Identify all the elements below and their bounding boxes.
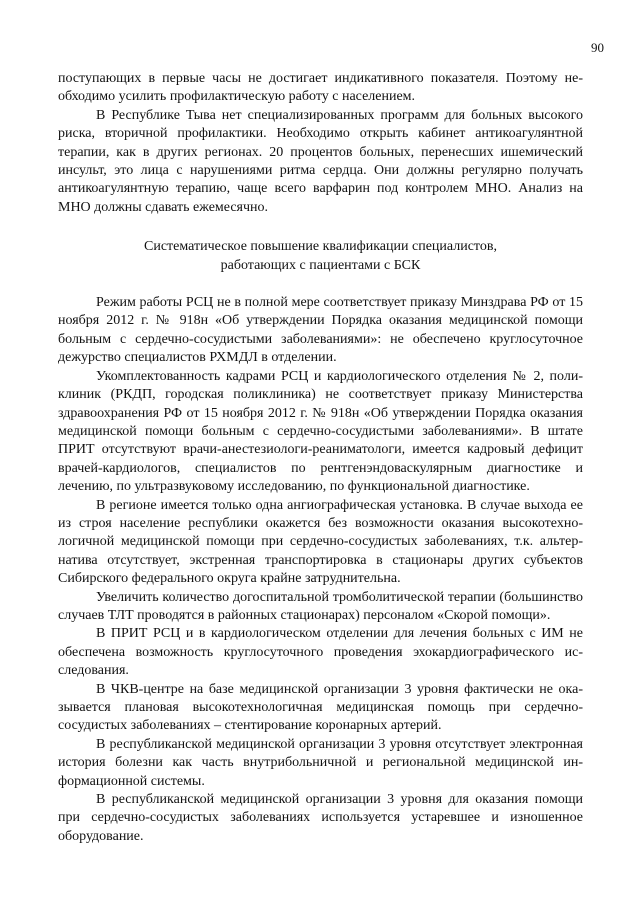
paragraph-pci-center: В ЧКВ-центре на базе медицинской организации 3 уровня фактически не оказывается плановая высокотехнологичная медицинская помощь при сердечно-сосудистых заболеваниях – стентирование коронарных артерий.: [58, 681, 583, 734]
spacer: [58, 217, 583, 238]
paragraph-staffing: Укомплектованность кадрами РСЦ и кардиологического отделения № 2, поликлиник (РКДП, городская поликлиника) не соответствует приказу Министерства здравоохранения РФ от 15 ноября 2012 г. № 918н «Об утверждении Порядка оказания медицинской помощи больным с сердечно-сосудистыми заболеваниями». В штате ПРИТ отсутствуют врачи-анестезиологи-реаниматологи, имеется кадровый дефицит врачей-кардиологов, специалистов по рентгенэндоваскулярным диагностике и лечению, по ультразвуковому исследованию, по функциональной диагностике.: [58, 368, 583, 495]
section-heading-line-1: Систематическое повышение квалификации специалистов,: [144, 239, 497, 255]
paragraph-echocardiography: В ПРИТ РСЦ и в кардиологическом отделении для лечения больных с ИМ не обеспечена возможность круглосуточного проведения эхокардиографического исследования.: [58, 626, 583, 679]
section-heading: [58, 238, 583, 275]
paragraph-ehr: В республиканской медицинской организации 3 уровня отсутствует электронная история болезни как часть внутрибольничной и региональной медицинской информационной системы.: [58, 736, 583, 789]
paragraph-equipment: В республиканской медицинской организации 3 уровня для оказания помощи при сердечно-сосудистых заболеваниях используется устаревшее и изношенное оборудование.: [58, 792, 583, 844]
paragraph-thrombolysis: Увеличить количество догоспитальной тромболитической терапии (большинство случаев ТЛТ проводятся в районных стационарах) персоналом «Скорой помощи».: [58, 589, 583, 623]
paragraph-tyva-programs: В Республике Тыва нет специализированных программ для больных высокого риска, вторичной профилактики. Необходимо открыть кабинет антикоагулянтной терапии, как в других регионах. 20 процентов больных, перенесших ишемический инсульт, это лица с нарушениями ритма сердца. Они должны регулярно получать антикоагулянтную терапию, чаще всего варфарин под контролем МНО. Анализ на МНО должны сдавать ежемесячно.: [58, 107, 583, 215]
page-number: 90: [591, 40, 604, 55]
spacer: [58, 275, 583, 294]
paragraph-continuation: поступающих в первые часы не достигает индикативного показателя. Поэтому необходимо усилить профилактическую работу с населением.: [58, 71, 583, 105]
section-heading-line-2: работающих с пациентами с БСК: [220, 257, 421, 273]
paragraph-rsc-schedule: Режим работы РСЦ не в полной мере соответствует приказу Минздрава РФ от 15 ноября 2012 г. № 918н «Об утверждении Порядка оказания медицинской помощи больным с сердечно-сосудистыми заболеваниями»: не обеспечено круглосуточное дежурство специалистов РХМДЛ в отделении.: [58, 295, 583, 366]
text-body: [58, 70, 583, 846]
paragraph-angiography: В регионе имеется только одна ангиографическая установка. В случае выхода ее из строя население республики окажется без возможности оказания высокотехнологичной медицинской помощи при сердечно-сосудистых заболеваниях, т.к. альтернатива отсутствует, экстренная транспортировка в стационары других субъектов Сибирского федерального округа крайне затруднительна.: [58, 497, 583, 587]
